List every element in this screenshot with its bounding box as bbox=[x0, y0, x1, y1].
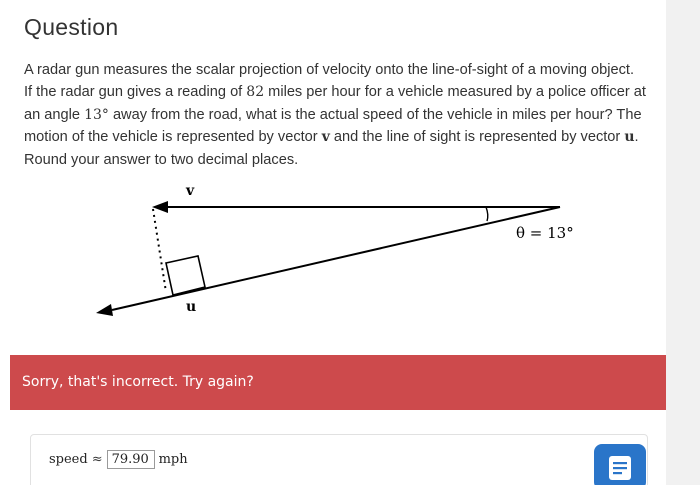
error-message: Sorry, that's incorrect. Try again? bbox=[22, 374, 254, 390]
vector-v-arrowhead bbox=[152, 201, 168, 213]
notes-icon bbox=[608, 455, 632, 481]
vector-v-label: v bbox=[186, 183, 195, 199]
vector-u-line bbox=[112, 207, 560, 310]
question-text-part: . Round your answer to two decimal places. bbox=[24, 129, 639, 168]
question-text-part: and the line of sight is represented by vector bbox=[329, 129, 625, 146]
angle-label: θ = 13° bbox=[516, 224, 574, 242]
answer-box bbox=[30, 434, 648, 485]
vector-v-symbol: v bbox=[321, 129, 330, 146]
question-text-part: away from the road, what is the actual speed of the vehicle in miles per hour? The motion of the vehicle is represented by vector bbox=[24, 106, 642, 146]
question-text-part: A radar gun measures the scalar projection of velocity onto the line-of-sight of a moving object. If the radar gun gives a reading of bbox=[24, 62, 635, 101]
page-title: Question bbox=[24, 14, 119, 40]
speed-input[interactable]: 79.90 bbox=[107, 450, 155, 469]
angle-value: 13° bbox=[84, 106, 109, 123]
answer-label: speed bbox=[49, 452, 88, 467]
answer-row bbox=[49, 450, 188, 469]
notes-button[interactable] bbox=[594, 444, 646, 485]
approx-symbol: ≈ bbox=[91, 452, 103, 467]
vector-u-arrowhead bbox=[96, 304, 113, 316]
projection-dotted-line bbox=[153, 209, 166, 292]
error-banner bbox=[10, 355, 666, 410]
speed-reading: 82 bbox=[246, 84, 265, 101]
right-angle-marker bbox=[166, 256, 205, 295]
vector-u-symbol: u bbox=[624, 129, 635, 146]
angle-arc bbox=[486, 207, 488, 221]
unit-label: mph bbox=[158, 452, 188, 467]
page-gutter bbox=[666, 0, 700, 485]
vector-u-label: u bbox=[186, 299, 197, 315]
question-text-part: miles per hour for a vehicle measured by a police officer at an angle bbox=[24, 84, 646, 123]
